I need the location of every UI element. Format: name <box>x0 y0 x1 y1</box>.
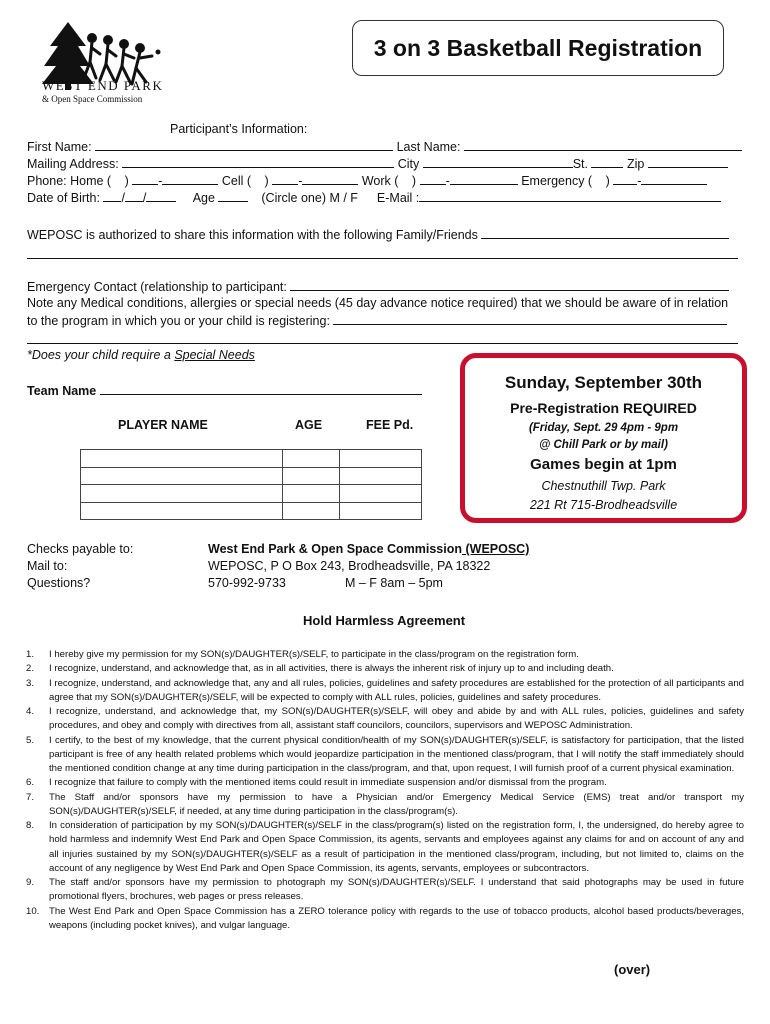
prereg-when: (Friday, Sept. 29 4pm - 9pm <box>528 422 679 434</box>
emergency-contact-label: Emergency Contact (relationship to participant: <box>27 280 287 294</box>
park-address: 221 Rt 715-Brodheadsville <box>529 498 678 512</box>
email-label: E-Mail : <box>376 191 420 205</box>
work-area[interactable] <box>420 173 446 185</box>
player-name-cell[interactable] <box>81 485 283 503</box>
player-fee-cell[interactable] <box>340 485 422 503</box>
logo-subtitle: & Open Space Commission <box>42 94 143 104</box>
team-name-field[interactable] <box>100 383 422 395</box>
zip-label: Zip <box>626 157 645 171</box>
medical-field-line-2[interactable] <box>27 343 738 344</box>
event-date: Sunday, September 30th <box>504 373 703 392</box>
mailing-address-label: Mailing Address: <box>27 157 119 171</box>
player-age-cell[interactable] <box>283 450 340 468</box>
logo-title: WEST END PARK <box>42 78 164 93</box>
list-item: 6. I recognize that failure to comply with the mentioned items could result in immediate suspension and/or dismissal from the program. <box>26 777 607 789</box>
last-name-field[interactable] <box>464 139 742 151</box>
medical-row <box>27 313 727 328</box>
share-row <box>27 227 729 242</box>
state-field[interactable] <box>591 156 623 168</box>
dash: - <box>298 174 303 188</box>
table-row <box>81 502 422 520</box>
dob-label: Date of Birth: <box>27 191 100 205</box>
player-name-cell[interactable] <box>81 450 283 468</box>
dob-month[interactable] <box>103 190 121 202</box>
list-item: 9. The staff and/or sponsors have my permission to photograph my SON(s)/DAUGHTER(s)/SELF. I understand that said photographs may be used in future promotional flyers, brochures, web pages or press releases. <box>26 877 744 903</box>
list-item: 4. I recognize, understand, and acknowledge that, my SON(s)/DAUGHTER(s)/SELF, will obey and abide by and with ALL rules, policies, guidelines and safety procedures, and obey and comply with directives from all, assistant staff councilors, councilors, supervisors and WEPOSC Administration. <box>26 706 744 732</box>
city-label: City <box>397 157 420 171</box>
medical-field[interactable] <box>333 313 727 325</box>
phone-number: 570-992-9733 <box>208 576 286 590</box>
cell-number[interactable] <box>302 173 358 185</box>
prereg-required: Pre-Registration REQUIRED <box>510 400 697 416</box>
office-hours: M – F 8am – 5pm <box>345 576 443 590</box>
dash: - <box>445 174 450 188</box>
first-name-field[interactable] <box>95 139 393 151</box>
mail-address: WEPOSC, P O Box 243, Brodheadsville, PA 18322 <box>208 559 491 573</box>
share-label: WEPOSC is authorized to share this information with the following Family/Friends <box>27 228 478 242</box>
age-label: Age <box>192 191 215 205</box>
players-table <box>80 449 422 520</box>
prereg-where: @ Chill Park or by mail) <box>539 439 668 451</box>
cell-area[interactable] <box>272 173 298 185</box>
dob-row <box>27 190 721 205</box>
emergency-contact-row <box>27 279 729 294</box>
agreement-list <box>26 648 744 933</box>
phone-row <box>27 173 707 188</box>
team-name-row <box>27 383 422 398</box>
checks-label: Checks payable to: <box>27 542 134 556</box>
list-item: 3. I recognize, understand, and acknowledge that, any and all rules, policies, guidelines and safety procedures are established for the protection of all participants and agree that my SON(s)/DAUGHTER(s)/SELF, will be expected to comply with ALL rules, policies, guidelines and safety procedures. <box>26 677 744 703</box>
list-item: 7. The Staff and/or sponsors have my permission to have a Physician and/or Emergency Medical Service (EMS) treat and/or transport my SON(s)/DAUGHTER(s)/SELF, if needed, at any time during participation in the class/program(s). <box>26 791 744 817</box>
special-needs-row <box>27 348 255 362</box>
player-fee-cell[interactable] <box>340 467 422 485</box>
special-needs-link[interactable]: Special Needs <box>174 348 255 362</box>
park-name: Chestnuthill Twp. Park <box>541 479 666 493</box>
first-name-label: First Name: <box>27 140 92 154</box>
questions-label: Questions? <box>27 576 91 590</box>
dob-year[interactable] <box>146 190 176 202</box>
mailing-address-field[interactable] <box>122 156 394 168</box>
phone-home-label: Phone: Home ( <box>27 174 112 188</box>
player-fee-cell[interactable] <box>340 502 422 520</box>
games-begin: Games begin at 1pm <box>530 456 677 473</box>
player-age-cell[interactable] <box>283 467 340 485</box>
gender-choice[interactable]: (Circle one) M / F <box>261 191 358 205</box>
table-row <box>81 450 422 468</box>
player-name-cell[interactable] <box>81 502 283 520</box>
list-item: 8. In consideration of participation by my SON(s)/DAUGHTER(s)/SELF in the class/program(s) listed on the registration form, I, the undersigned, do hereby agree to hold harmless and indemnify West End Park and Open Space Commission, its agents, servants and employees against any claims for and on account of any and all injuries sustained by my SON(s)/DAUGHTER(s)/SELF as a result of participation in the mentioned class/program, including, but not limited to, claims on the account of any negligence by West End Park and Open Space Commission, its agents, servants, employees or subcontractors. <box>26 820 744 874</box>
special-needs-text: *Does your child require a <box>27 348 171 362</box>
paren-close: ) <box>264 174 269 188</box>
player-age-cell[interactable] <box>283 485 340 503</box>
share-field[interactable] <box>481 227 729 239</box>
share-field-line-2[interactable] <box>27 258 738 259</box>
age-field[interactable] <box>218 190 248 202</box>
player-name-cell[interactable] <box>81 467 283 485</box>
slash: / <box>142 191 147 205</box>
page-title: 3 on 3 Basketball Registration <box>352 20 724 76</box>
emergency-area[interactable] <box>613 173 637 185</box>
city-field[interactable] <box>423 156 573 168</box>
emergency-phone-label: Emergency ( <box>521 174 593 188</box>
player-age-cell[interactable] <box>283 502 340 520</box>
dash: - <box>158 174 163 188</box>
phone-home-number[interactable] <box>162 173 218 185</box>
col-fee-header: FEE Pd. <box>366 418 414 432</box>
list-item: 1. I hereby give my permission for my SON(s)/DAUGHTER(s)/SELF, to participate in the class/program on the registration form. <box>26 649 579 660</box>
event-callout <box>460 353 747 523</box>
checks-payee-name: West End Park & Open Space Commission <box>208 542 463 556</box>
paren-close: ) <box>605 174 610 188</box>
state-label: St. <box>572 157 588 171</box>
emergency-number[interactable] <box>641 173 707 185</box>
table-row <box>81 485 422 503</box>
dash: - <box>637 174 642 188</box>
mail-label: Mail to: <box>27 559 68 573</box>
work-number[interactable] <box>450 173 518 185</box>
col-age-header: AGE <box>295 418 323 432</box>
list-item: 5. I certify, to the best of my knowledge, that the current physical condition/health of my SON(s)/DAUGHTER(s)/SELF, is satisfactory for participation, that the listed participant is free of any health related problems which would jeopardize participation in the mentioned class/program, that I will notify the staff immediately should the mentioned condition change at any time during participation in the class/program, and that, upon request, I will furnish proof of a current physical examination. <box>26 734 744 774</box>
paren-close: ) <box>124 174 129 188</box>
medical-label: Note any Medical conditions, allergies or special needs (45 day advance notice required) that we should be aware of in relation <box>27 296 729 310</box>
phone-home-area[interactable] <box>132 173 158 185</box>
paren-close: ) <box>411 174 417 188</box>
dob-day[interactable] <box>125 190 143 202</box>
checks-payee-abbr: (WEPOSC) <box>462 542 530 556</box>
address-row <box>27 156 728 171</box>
last-name-label: Last Name: <box>396 140 461 154</box>
checks-payee <box>208 542 529 556</box>
player-fee-cell[interactable] <box>340 450 422 468</box>
medical-label-cont: to the program in which you or your child is registering: <box>27 314 330 328</box>
email-field[interactable] <box>419 190 721 202</box>
list-item: 10. The West End Park and Open Space Commission has a ZERO tolerance policy with regards to the use of tobacco products, alcohol based products/beverages, weapons (including pocket knives), and vulgar language. <box>26 905 744 931</box>
slash: / <box>121 191 125 205</box>
col-player-header: PLAYER NAME <box>118 418 208 432</box>
section-title: Participant’s Information: <box>170 122 308 136</box>
over-note: (over) <box>614 962 651 977</box>
work-label: Work ( <box>361 174 399 188</box>
zip-field[interactable] <box>648 156 728 168</box>
table-row <box>81 467 422 485</box>
emergency-contact-field[interactable] <box>290 279 729 291</box>
name-row <box>27 139 742 154</box>
team-name-label: Team Name <box>27 384 97 398</box>
list-item: 2. I recognize, understand, and acknowledge that, as in all activities, there is always the inherent risk of injury up to and including death. <box>26 663 614 675</box>
agreement-title: Hold Harmless Agreement <box>303 613 466 628</box>
hikers-icon <box>84 35 161 85</box>
cell-label: Cell ( <box>221 174 252 188</box>
